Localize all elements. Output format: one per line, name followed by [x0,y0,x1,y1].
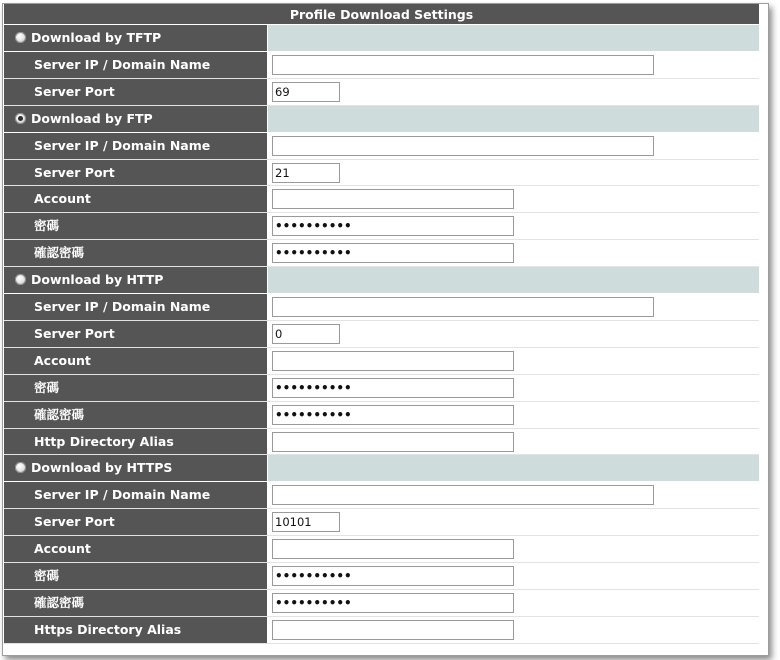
field-row [4,482,759,508]
account-input[interactable] [272,189,514,209]
field-label-cell [4,509,267,535]
section-label[interactable]: Download by HTTP [31,272,164,288]
server-port-input[interactable]: 69 [272,82,340,102]
field-row [4,429,759,455]
row-divider [4,643,759,644]
field-label-cell [4,429,267,455]
field-row [4,186,759,212]
field-label: 確認密碼 [34,594,85,610]
field-value-cell [268,160,759,186]
field-label-cell [4,79,267,105]
field-value-cell [268,563,759,589]
field-row [4,617,759,643]
field-value-cell [268,402,759,428]
field-label: 密碼 [34,218,60,234]
section-label[interactable]: Download by HTTPS [31,460,173,476]
directory-alias-input[interactable] [272,432,514,452]
field-value-cell [268,133,759,159]
field-value-cell [268,321,759,347]
password-field[interactable]: •••••••••• [272,243,514,263]
field-label-cell [4,160,267,186]
field-value-cell [268,429,759,455]
section-label-cell [4,106,267,132]
password-field[interactable]: •••••••••• [272,566,514,586]
field-row [4,509,759,535]
field-value-cell [268,590,759,616]
field-label-cell [4,402,267,428]
field-label-cell [4,563,267,589]
field-label-cell [4,590,267,616]
section-fill-cell [268,25,759,51]
section-label-cell [4,455,267,481]
field-row [4,321,759,347]
field-label-cell [4,321,267,347]
field-label-cell [4,294,267,320]
section-label[interactable]: Download by TFTP [31,30,162,45]
section-label-cell [4,25,267,51]
server-address-input[interactable] [272,55,654,75]
radio-button-icon[interactable] [15,274,26,285]
field-value-cell [268,536,759,562]
server-port-input[interactable]: 0 [272,324,340,344]
field-label: Server Port [34,83,115,99]
field-label-cell [4,617,267,643]
radio-button-icon[interactable] [15,32,26,43]
field-row [4,52,759,78]
field-label: Server IP / Domain Name [34,56,211,72]
field-row [4,133,759,159]
field-value-cell [268,482,759,508]
section-fill-cell [268,455,759,481]
field-row [4,79,759,105]
account-input[interactable] [272,351,514,371]
section-fill-cell [268,106,759,132]
server-port-input[interactable]: 21 [272,163,340,183]
server-address-input[interactable] [272,485,654,505]
field-label: Account [34,352,91,368]
field-value-cell [268,294,759,320]
password-field[interactable]: •••••••••• [272,405,514,425]
panel-title: Profile Download Settings [4,4,759,24]
field-label: Http Directory Alias [34,433,174,449]
section-row-download-by-https [4,455,759,481]
field-row [4,375,759,401]
field-label-cell [4,482,267,508]
field-row [4,294,759,320]
account-input[interactable] [272,539,514,559]
radio-button-icon[interactable] [15,462,26,473]
field-label: 確認密碼 [34,245,85,261]
section-row-download-by-ftp [4,106,759,132]
field-value-cell [268,79,759,105]
field-value-cell [268,52,759,78]
field-value-cell [268,213,759,239]
field-value-cell [268,617,759,643]
field-row [4,402,759,428]
server-address-input[interactable] [272,136,654,156]
field-row [4,536,759,562]
field-label: Https Directory Alias [34,621,182,637]
password-field[interactable]: •••••••••• [272,378,514,398]
section-label[interactable]: Download by FTP [31,110,153,126]
field-row [4,348,759,374]
field-row [4,240,759,266]
field-label: Server IP / Domain Name [34,487,211,503]
field-label-cell [4,213,267,239]
section-fill-cell [268,267,759,293]
field-label: Server Port [34,514,115,530]
field-label: Account [34,191,91,207]
password-field[interactable]: •••••••••• [272,216,514,236]
field-label: 密碼 [34,379,60,395]
password-field[interactable]: •••••••••• [272,593,514,613]
server-address-input[interactable] [272,297,654,317]
field-row [4,590,759,616]
field-label: 密碼 [34,568,60,583]
section-row-download-by-http [4,267,759,293]
field-label-cell [4,186,267,212]
server-port-input[interactable]: 10101 [272,512,340,532]
field-label: Server Port [34,325,115,341]
field-label-cell [4,240,267,266]
field-value-cell [268,375,759,401]
field-label: Server IP / Domain Name [34,137,211,153]
radio-button-icon[interactable] [15,113,26,124]
field-value-cell [268,240,759,266]
field-label-cell [4,375,267,401]
field-label: 確認密碼 [34,406,85,422]
field-value-cell [268,509,759,535]
directory-alias-input[interactable] [272,620,514,640]
field-label: Server IP / Domain Name [34,299,211,314]
section-label-cell [4,267,267,293]
field-row [4,563,759,589]
field-label: Account [34,541,91,557]
field-value-cell [268,186,759,212]
field-label: Server Port [34,164,115,180]
field-row [4,160,759,186]
field-value-cell [268,348,759,374]
field-label-cell [4,52,267,78]
section-row-download-by-tftp [4,25,759,51]
field-label-cell [4,133,267,159]
field-label-cell [4,536,267,562]
field-label-cell [4,348,267,374]
field-row [4,213,759,239]
